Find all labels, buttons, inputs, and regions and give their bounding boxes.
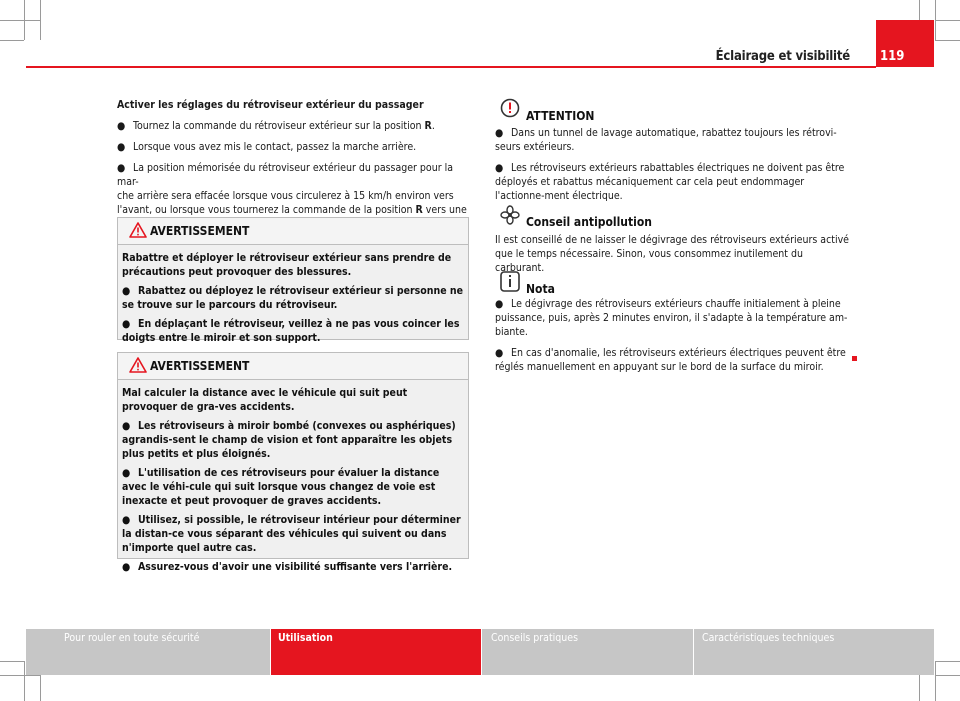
crop-mark [935,40,960,41]
crop-mark [919,675,920,701]
crop-mark [935,675,960,676]
warning-list-item: ● Utilisez, si possible, le rétroviseur intérieur pour déterminer la distan-ce vous séparant des véhicules qui suivent ou dans n'importe quel autre cas. [122,514,461,554]
warning-title: AVERTISSEMENT [150,359,250,373]
crop-mark [40,0,41,40]
list-item: ● Les rétroviseurs extérieurs rabattables électriques ne doivent pas être déployés et rabattus mécaniquement car cela peut endommager l'actionne-ment électrique. [495,162,845,202]
list-item: ● Lorsque vous avez mis le contact, passez la marche arrière. [117,141,417,153]
warning-list-item: ● Les rétroviseurs à miroir bombé (convexes ou asphériques) agrandis-sent le champ de vision et font apparaître les objets plus petits et plus éloignés. [122,420,456,460]
crop-mark [40,675,41,701]
warning-text: Mal calculer la distance avec le véhicule qui suit peut provoquer de gra-ves accidents. [122,387,408,413]
footer-tab-safety[interactable]: Pour rouler en toute sécurité [26,629,270,675]
crop-mark [0,675,40,676]
attention-body [495,126,855,203]
warning-list-item: ● L'utilisation de ces rétroviseurs pour évaluer la distance avec le véhi-cule qui suit lorsque vous changez de voie est inexacte et peut provoquer de graves accidents. [122,467,440,507]
crop-mark [0,20,40,21]
warning-header [118,353,468,380]
env-tip-title: Conseil antipollution [526,215,652,229]
crop-mark [24,661,25,701]
warning-body [118,380,468,578]
list-item: ● En cas d'anomalie, les rétroviseurs extérieurs électriques peuvent être réglés manuellement en appuyant sur le bord de la surface du miroir. [495,347,846,373]
warning-list-item: ● Assurez-vous d'avoir une visibilité suffisante vers l'arrière. [122,561,453,573]
warning-triangle-icon [129,357,147,373]
page-number: 119 [880,49,905,64]
section-end-mark [852,356,857,361]
warning-text: Rabattre et déployer le rétroviseur extérieur sans prendre de précautions peut provoquer des blessures. [122,252,452,278]
env-tip-body [495,233,855,275]
warning-title: AVERTISSEMENT [150,224,250,238]
warning-box [117,352,469,573]
header-rule [26,66,876,68]
warning-body [118,245,468,349]
crop-mark [919,0,920,20]
warning-list-item: ● Rabattez ou déployez le rétroviseur extérieur si personne ne se trouve sur le parcours du rétroviseur. [122,285,464,311]
warning-triangle-icon [129,222,147,238]
env-tip-text: Il est conseillé de ne laisser le dégivrage des rétroviseurs extérieurs activé que le temps nécessaire. Sinon, vous consommez inutilement du carburant. [495,234,849,274]
left-column [117,98,469,231]
list-item: ● La position mémorisée du rétroviseur extérieur du passager pour la mar- che arrière sera effacée lorsque vous circulerez à 15 km/h environ vers l'avant, ou lorsque vous tournerez la commande de la position R vers une [117,162,467,216]
attention-title: ATTENTION [526,109,595,123]
environment-flower-icon [500,205,520,225]
note-title: Nota [526,282,555,296]
crop-mark [0,661,24,662]
section-heading: Activer les réglages du rétroviseur extérieur du passager [117,99,424,111]
list-item: ● Le dégivrage des rétroviseurs extérieurs chauffe initialement à pleine puissance, puis, après 2 minutes environ, il s'adapte à la température am-biante. [495,298,848,338]
warning-list-item: ● En déplaçant le rétroviseur, veillez à ne pas vous coincer les doigts entre le miroir et son support. [122,318,460,344]
warning-header [118,218,468,245]
crop-mark [935,661,960,662]
crop-mark [935,661,936,701]
attention-icon [500,98,520,118]
crop-mark [935,20,960,21]
chapter-title: Éclairage et visibilité [715,49,850,64]
list-item: ● Dans un tunnel de lavage automatique, rabattez toujours les rétrovi-seurs extérieurs. [495,127,837,153]
footer-tab-technical-specs[interactable]: Caractéristiques techniques [694,629,934,675]
crop-mark [0,40,24,41]
note-body [495,297,855,374]
footer-tab-practical-tips[interactable]: Conseils pratiques [482,629,693,675]
list-item: ● Tournez la commande du rétroviseur extérieur sur la position R. [117,120,435,132]
info-note-icon [500,271,520,292]
warning-box [117,217,469,344]
footer-tab-operation[interactable]: Utilisation [271,629,481,675]
